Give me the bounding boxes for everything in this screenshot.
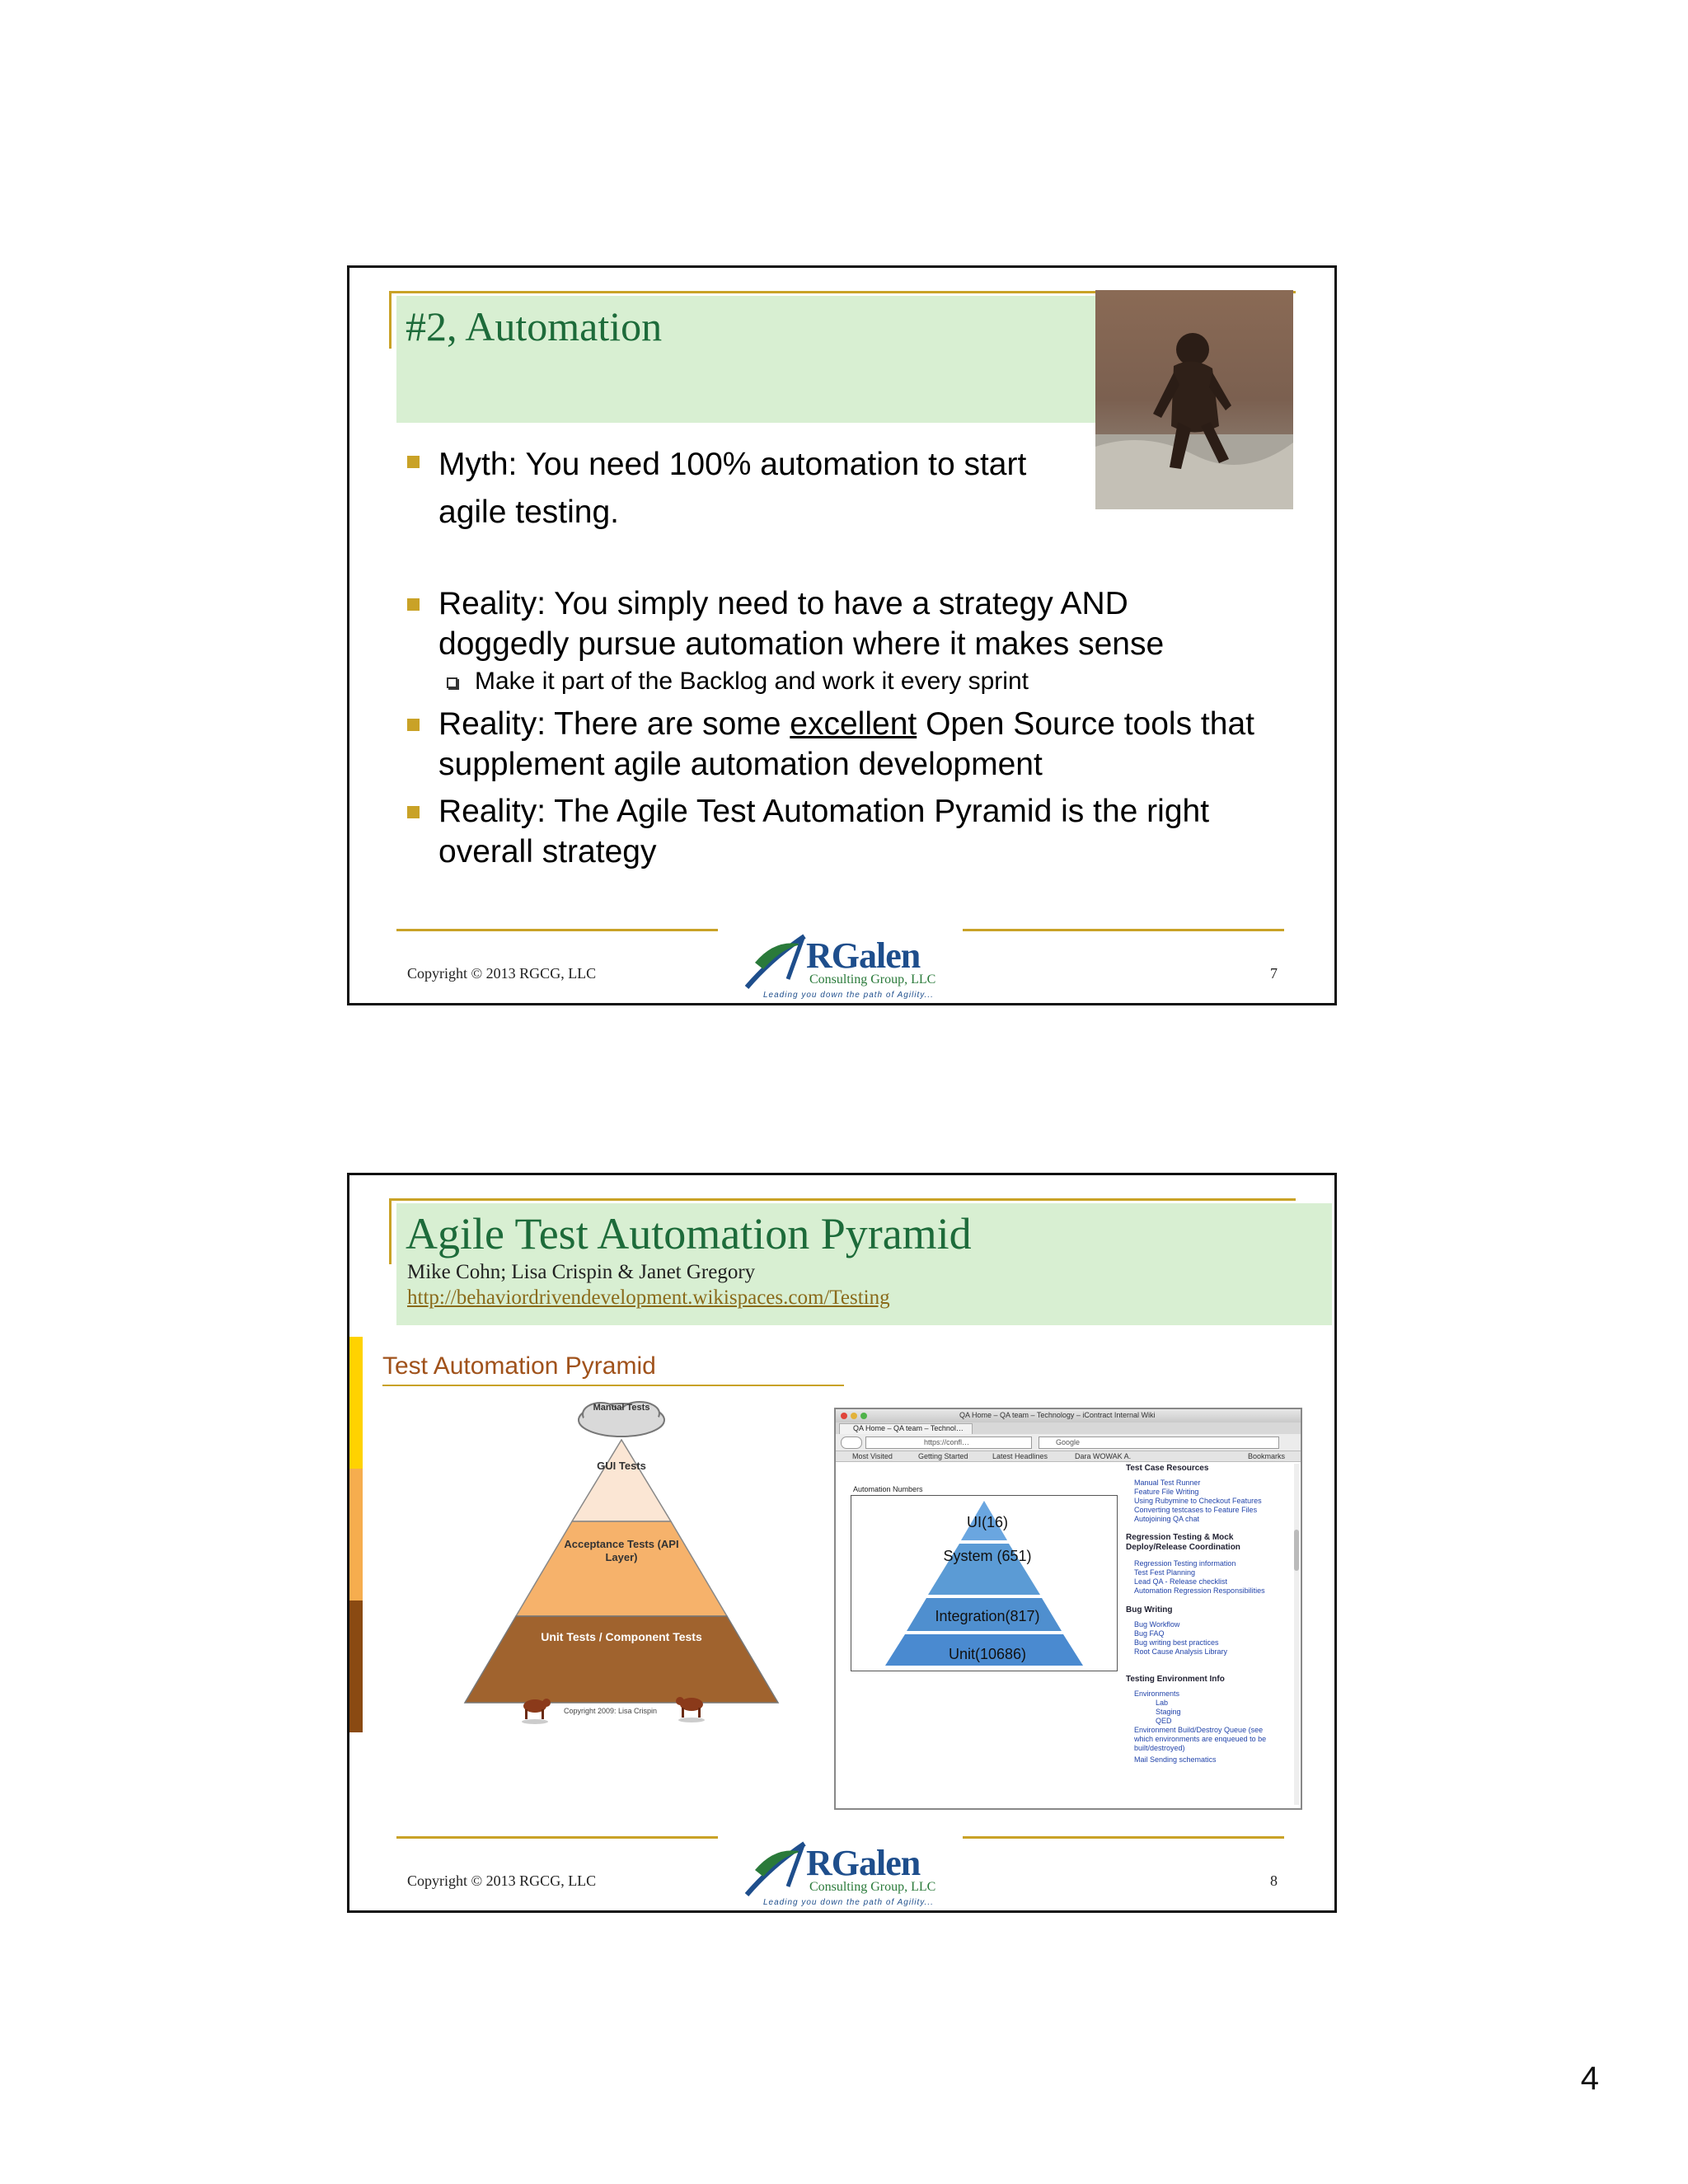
bookmarks-bar bbox=[836, 1451, 1301, 1462]
automation-numbers-panel: Automation Numbers UI(16) System (651) Integration(817) Unit(10686) bbox=[851, 1495, 1118, 1671]
checkbox-bullet-icon bbox=[447, 677, 457, 688]
wiki-link[interactable]: Using Rubymine to Checkout Features bbox=[1134, 1497, 1262, 1505]
rgalen-logo: RGalen Consulting Group, LLC Leading you down the path of Agility... bbox=[738, 1837, 945, 1911]
bullet-reality-strategy: Reality: You simply need to have a strategy AND doggedly pursue automation where it makes sense bbox=[399, 583, 1264, 664]
wiki-link[interactable]: Lead QA - Release checklist bbox=[1134, 1577, 1228, 1586]
slide-title: #2, Automation bbox=[406, 303, 663, 349]
bullet-square-icon bbox=[407, 598, 420, 611]
footer-rule-left bbox=[396, 929, 718, 931]
slide-number: 7 bbox=[1270, 965, 1278, 982]
bookmark-item[interactable]: Getting Started bbox=[918, 1452, 968, 1460]
close-dot-icon bbox=[841, 1413, 847, 1419]
bookmark-item[interactable]: Bookmarks bbox=[1248, 1452, 1286, 1460]
bookmark-item[interactable]: Latest Headlines bbox=[992, 1452, 1048, 1460]
slide-number: 8 bbox=[1270, 1872, 1278, 1889]
copyright: Copyright © 2013 RGCG, LLC bbox=[407, 1872, 597, 1889]
wiki-link[interactable]: Automation Regression Responsibilities bbox=[1134, 1586, 1265, 1595]
logo-swoosh-icon bbox=[738, 930, 813, 996]
level-ui-label: UI(16) bbox=[966, 1514, 1008, 1530]
wiki-link[interactable]: Lab bbox=[1156, 1699, 1169, 1707]
wiki-link[interactable]: QED bbox=[1156, 1717, 1172, 1725]
acceptance-tests-tier bbox=[516, 1521, 727, 1616]
back-forward-button[interactable] bbox=[841, 1436, 862, 1449]
window-titlebar: QA Home – QA team – Technology – iContract Internal Wiki bbox=[836, 1409, 1301, 1422]
slide-8 bbox=[347, 1173, 1337, 1913]
wiki-link[interactable]: Manual Test Runner bbox=[1134, 1479, 1201, 1487]
bookmark-item[interactable]: Most Visited bbox=[852, 1452, 893, 1460]
level-integration-label: Integration(817) bbox=[935, 1608, 1040, 1624]
footer-rule-left bbox=[396, 1836, 718, 1839]
level-system-label: System (651) bbox=[943, 1548, 1032, 1564]
wiki-link[interactable]: Converting testcases to Feature Files bbox=[1134, 1506, 1258, 1514]
cow-icon bbox=[675, 1693, 708, 1722]
bookmark-item[interactable]: Dara WOWAK A. bbox=[1075, 1452, 1132, 1460]
bullet-square-icon bbox=[407, 719, 420, 731]
wiki-screenshot bbox=[834, 1408, 1302, 1810]
footer-rule-right bbox=[963, 1836, 1284, 1839]
bullet-square-icon bbox=[407, 806, 420, 818]
slide-7 bbox=[347, 265, 1337, 1005]
wiki-link[interactable]: Bug Workflow bbox=[1134, 1620, 1180, 1629]
level-unit-label: Unit(10686) bbox=[948, 1646, 1027, 1662]
copyright: Copyright © 2013 RGCG, LLC bbox=[407, 965, 597, 982]
title-corner bbox=[389, 1198, 392, 1264]
gui-tests-label: GUI Tests bbox=[597, 1460, 646, 1472]
acceptance-tests-label: Acceptance Tests (API Layer) bbox=[564, 1538, 679, 1563]
gui-tests-tier bbox=[572, 1440, 671, 1521]
pyramid-credit: Copyright 2009: Lisa Crispin bbox=[564, 1707, 658, 1715]
wiki-link[interactable]: Environment Build/Destroy Queue (see which environments are enqueued to be built/destroyed) bbox=[1134, 1726, 1267, 1752]
figure-title: Test Automation Pyramid bbox=[382, 1352, 656, 1380]
footer-rule-right bbox=[963, 929, 1284, 931]
wiki-link[interactable]: Bug writing best practices bbox=[1134, 1638, 1219, 1647]
accent-strip-yellow bbox=[349, 1337, 363, 1469]
bullet-reality-pyramid: Reality: The Agile Test Automation Pyramid is the right overall strategy bbox=[399, 791, 1264, 872]
unit-tests-tier bbox=[465, 1616, 778, 1703]
wiki-link[interactable]: Bug FAQ bbox=[1134, 1629, 1165, 1638]
wiki-link[interactable]: Environments bbox=[1134, 1690, 1180, 1698]
slide-title: Agile Test Automation Pyramid bbox=[406, 1209, 972, 1258]
wiki-link[interactable]: Autojoining QA chat bbox=[1134, 1515, 1200, 1523]
wiki-link[interactable]: Regression Testing information bbox=[1134, 1559, 1236, 1568]
cow-icon bbox=[518, 1694, 551, 1724]
authors: Mike Cohn; Lisa Crispin & Janet Gregory bbox=[407, 1261, 756, 1283]
cloud-label: Manual Tests bbox=[593, 1403, 650, 1413]
figure-title-rule bbox=[382, 1385, 844, 1386]
browser-tab[interactable]: QA Home – QA team – Technol… bbox=[839, 1423, 973, 1435]
minimize-dot-icon bbox=[851, 1413, 857, 1419]
wiki-link[interactable]: Root Cause Analysis Library bbox=[1134, 1647, 1228, 1656]
wiki-link[interactable]: Test Fest Planning bbox=[1134, 1568, 1196, 1577]
wiki-sidebar: Test Case Resources Manual Test Runner Feature File Writing Using Rubymine to Checkout Features Converting testcases to Feature Files Autojoining QA chat Regression Testing & Mock Deploy/Release Coordination Regression Testing information Test Fest Planning Lead QA - Release checklist Automation Regression Responsibilities Bug Writing Bug Workflow Bug FAQ Bug writing best practices Root Cause Analysis Library Testing Environment Info Environments Lab Staging QED Environment Build/Destroy Queue (see which environments are enqueued to be built/destroyed) Mail Sending schematics bbox=[1126, 1464, 1289, 1805]
wiki-link[interactable]: Feature File Writing bbox=[1134, 1488, 1199, 1496]
scrollbar[interactable] bbox=[1294, 1464, 1299, 1805]
wiki-link[interactable]: Staging bbox=[1156, 1708, 1181, 1716]
title-rule bbox=[389, 1198, 1296, 1201]
url-bar[interactable]: https://confl… bbox=[865, 1436, 1032, 1449]
page-number: 4 bbox=[1580, 2060, 1599, 2097]
browser-toolbar bbox=[836, 1434, 1301, 1451]
bullet-square-icon bbox=[407, 456, 420, 468]
accent-strip-orange bbox=[349, 1469, 363, 1601]
bullet-reality-tools: Reality: There are some excellent Open Source tools that supplement agile automation development bbox=[399, 704, 1264, 785]
accent-strip-brown bbox=[349, 1601, 363, 1732]
source-link[interactable]: http://behaviordrivendevelopment.wikispaces.com/Testing bbox=[407, 1286, 890, 1309]
logo-swoosh-icon bbox=[738, 1837, 813, 1903]
rgalen-logo: RGalen Consulting Group, LLC Leading you down the path of Agility... bbox=[738, 930, 945, 1004]
sub-bullet-backlog: Make it part of the Backlog and work it every sprint bbox=[399, 664, 1264, 699]
search-bar[interactable]: Google bbox=[1039, 1436, 1279, 1449]
zoom-dot-icon bbox=[860, 1413, 867, 1419]
title-corner bbox=[389, 291, 392, 349]
bullet-myth: Myth: You need 100% automation to start agile testing. bbox=[399, 441, 1073, 537]
wiki-link[interactable]: Mail Sending schematics bbox=[1134, 1755, 1217, 1764]
unit-tests-label: Unit Tests / Component Tests bbox=[541, 1630, 702, 1643]
